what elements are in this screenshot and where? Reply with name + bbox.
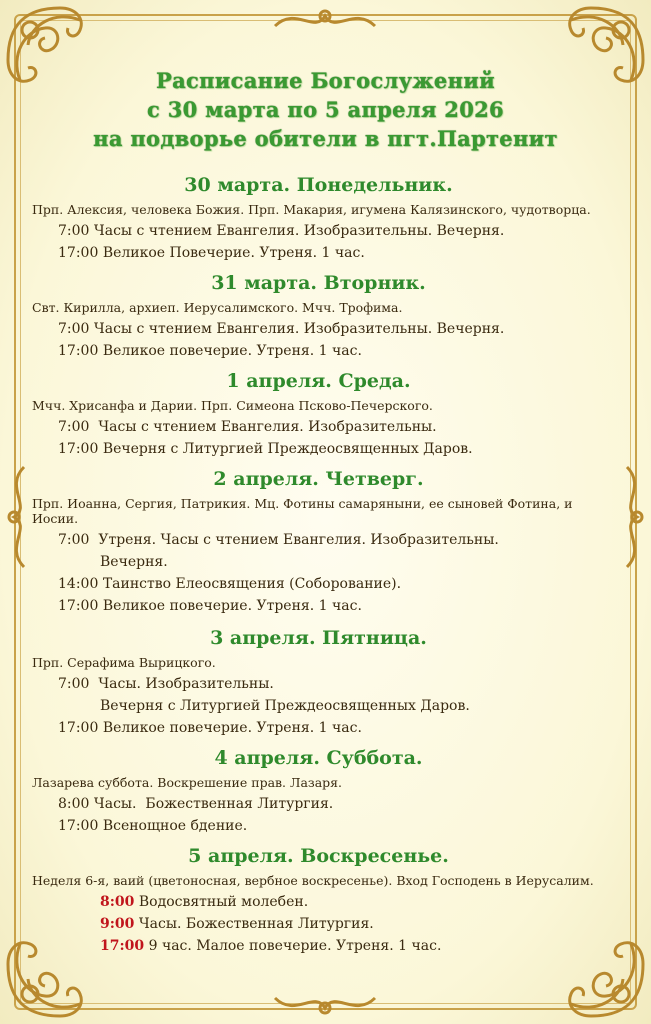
service-row [58, 717, 611, 739]
day-block [0, 625, 651, 739]
service-row [58, 340, 611, 362]
service-row [100, 551, 611, 573]
service-row [100, 695, 611, 717]
day-saints: Прп. Иоанна, Сергия, Патрикия. Мц. Фотины самаряныни, ее сыновей Фотина, и Иосии. [32, 496, 573, 526]
service-time: 8:00 [58, 796, 90, 812]
service-text: Вечерня. [100, 554, 168, 570]
service-text: Великое повечерие. Утреня. 1 час. [102, 598, 362, 614]
day-saints: Неделя 6-я, ваий (цветоносная, вербное воскресенье). Вход Господень в Иерусалим. [32, 873, 594, 888]
service-text: Часы. Божественная Литургия. [93, 796, 334, 812]
service-text: Вечерня с Литургией Преждеосвященных Даров. [102, 441, 473, 457]
service-text: Часы. Изобразительны. [93, 676, 274, 692]
service-time: 7:00 [58, 532, 90, 548]
service-text: Часы с чтением Евангелия. Изобразительны. Вечерня. [93, 321, 505, 337]
service-time: 8:00 [100, 894, 135, 910]
service-row [58, 595, 611, 617]
service-row [58, 318, 611, 340]
service-time: 7:00 [58, 676, 90, 692]
service-time: 7:00 [58, 419, 90, 435]
service-text: Утреня. Часы с чтением Евангелия. Изобразительны. [93, 532, 499, 548]
service-text: Водосвятный молебен. [138, 894, 309, 910]
service-text: Часы с чтением Евангелия. Изобразительны. [93, 419, 437, 435]
service-text: Таинство Елеосвящения (Соборование). [102, 576, 402, 592]
service-row [58, 438, 611, 460]
header-location: на подворье обители в пгт.Партенит [93, 126, 558, 151]
header-dates: с 30 марта по 5 апреля 2026 [147, 97, 504, 122]
day-block [0, 172, 651, 264]
service-text: Великое повечерие. Утреня. 1 час. [102, 343, 362, 359]
service-text: Великое Повечерие. Утреня. 1 час. [102, 245, 365, 261]
day-title: 30 марта. Понедельник. [184, 174, 453, 196]
service-row [58, 416, 611, 438]
service-row [58, 673, 611, 695]
day-title: 1 апреля. Среда. [226, 370, 411, 392]
service-time: 17:00 [58, 343, 99, 359]
service-time: 17:00 [58, 441, 99, 457]
schedule-content [0, 172, 651, 957]
top-center-ornament [270, 4, 380, 38]
day-title: 4 апреля. Суббота. [214, 747, 423, 769]
service-row [100, 891, 611, 913]
day-block [0, 270, 651, 362]
day-title: 3 апреля. Пятница. [210, 627, 427, 649]
service-time: 7:00 [58, 223, 90, 239]
day-saints: Мчч. Хрисанфа и Дарии. Прп. Симеона Псково-Печерского. [32, 398, 433, 413]
service-time: 17:00 [100, 938, 145, 954]
day-saints: Прп. Алексия, человека Божия. Прп. Макария, игумена Калязинского, чудотворца. [32, 202, 591, 217]
day-block [0, 843, 651, 957]
service-text: Часы с чтением Евангелия. Изобразительны. Вечерня. [93, 223, 505, 239]
bottom-center-ornament [270, 986, 380, 1020]
service-time: 14:00 [58, 576, 99, 592]
service-time: 9:00 [100, 916, 135, 932]
service-time: 7:00 [58, 321, 90, 337]
service-row [100, 935, 611, 957]
service-row [58, 793, 611, 815]
service-time: 17:00 [58, 818, 99, 834]
day-block [0, 368, 651, 460]
day-block [0, 745, 651, 837]
service-row [58, 220, 611, 242]
service-text: Вечерня с Литургией Преждеосвященных Даров. [100, 698, 470, 714]
service-time: 17:00 [58, 245, 99, 261]
day-saints: Прп. Серафима Вырицкого. [32, 655, 216, 670]
header-title: Расписание Богослужений [156, 68, 495, 93]
day-block [0, 466, 651, 617]
service-row [58, 242, 611, 264]
day-title: 2 апреля. Четверг. [213, 468, 424, 490]
service-text: Часы. Божественная Литургия. [138, 916, 374, 932]
service-time: 17:00 [58, 598, 99, 614]
service-time: 17:00 [58, 720, 99, 736]
day-saints: Лазарева суббота. Воскрешение прав. Лазаря. [32, 775, 343, 790]
day-title: 31 марта. Вторник. [211, 272, 426, 294]
schedule-header [0, 66, 651, 153]
service-row [58, 815, 611, 837]
service-text: 9 час. Малое повечерие. Утреня. 1 час. [148, 938, 442, 954]
service-row [58, 529, 611, 551]
day-saints: Свт. Кирилла, архиеп. Иерусалимского. Мчч. Трофима. [32, 300, 403, 315]
service-row [100, 913, 611, 935]
day-title: 5 апреля. Воскресенье. [188, 845, 449, 867]
service-text: Великое повечерие. Утреня. 1 час. [102, 720, 362, 736]
service-row [58, 573, 611, 595]
service-text: Всенощное бдение. [102, 818, 248, 834]
